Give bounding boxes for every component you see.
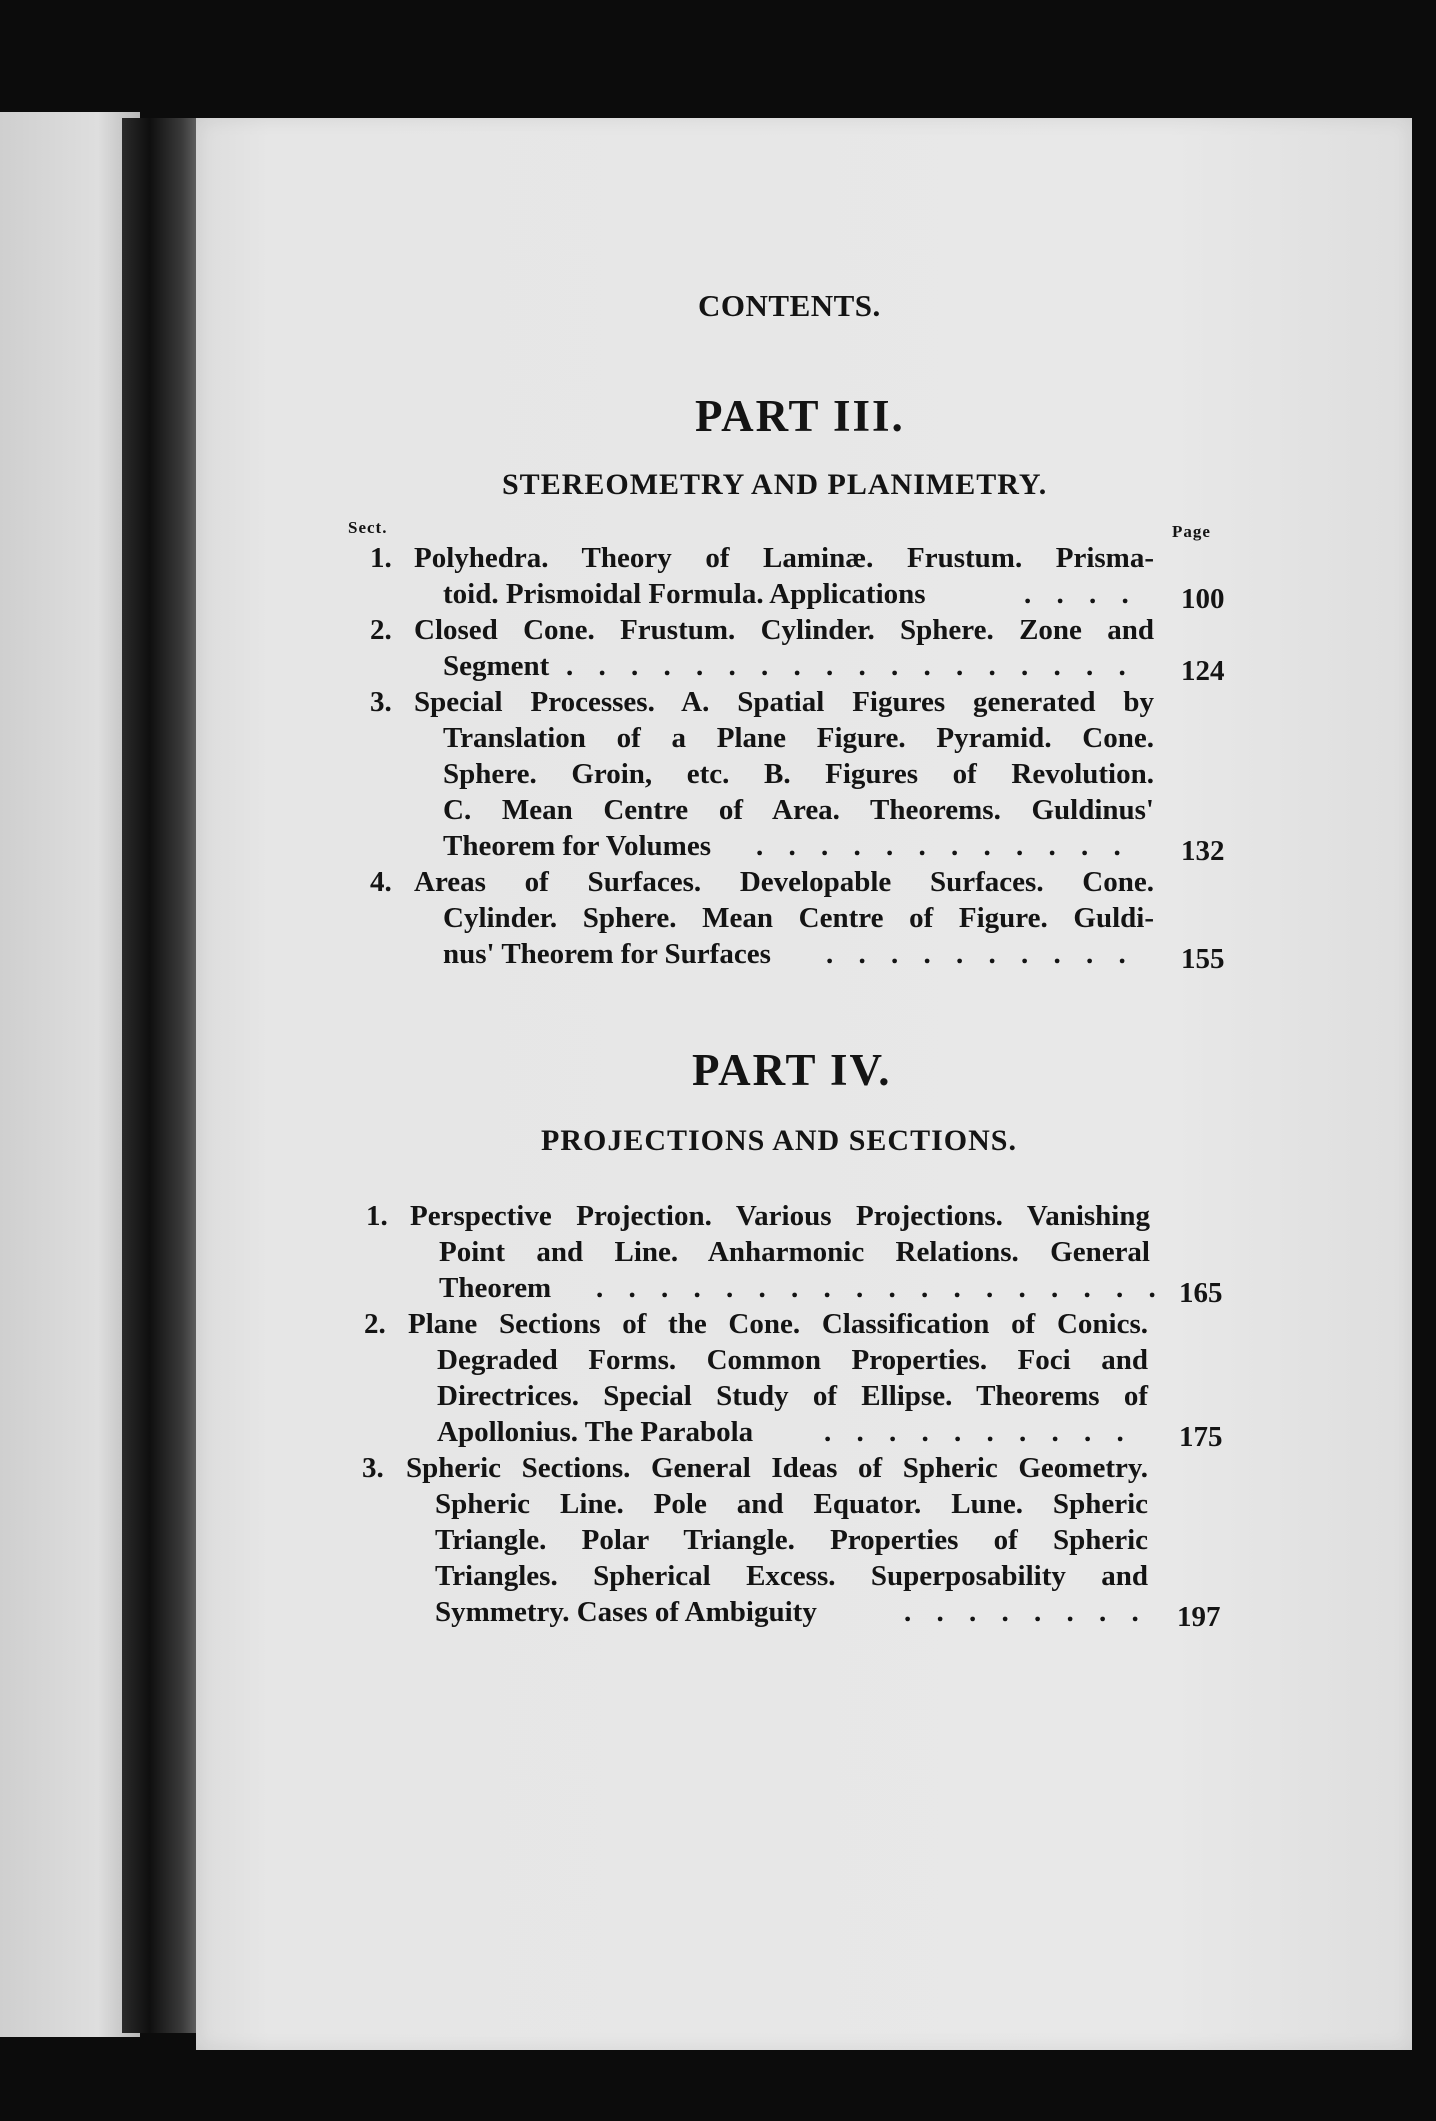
page-column-label: Page bbox=[1172, 522, 1211, 541]
entry-line: Theorem bbox=[439, 1272, 552, 1304]
part-iii-title: PART III. bbox=[695, 391, 905, 441]
entry-number: 1. bbox=[366, 1200, 388, 1232]
entry-line: Areas of Surfaces. Developable Surfaces. Cone. bbox=[414, 866, 1154, 898]
entry-line: Special Processes. A. Spatial Figures generated by bbox=[414, 686, 1154, 718]
entry-number: 3. bbox=[370, 686, 392, 718]
entry-line: Triangles. Spherical Excess. Superposability and bbox=[435, 1560, 1148, 1592]
page-title: CONTENTS. bbox=[698, 288, 881, 323]
entry-number: 4. bbox=[370, 866, 392, 898]
page-number: 132 bbox=[1181, 835, 1225, 867]
contents-page bbox=[196, 118, 1412, 2050]
entry-line: Translation of a Plane Figure. Pyramid. Cone. bbox=[443, 722, 1154, 754]
entry-line: Plane Sections of the Cone. Classification of Conics. bbox=[408, 1308, 1148, 1340]
entry-line: Segment bbox=[443, 650, 550, 682]
entry-line: Cylinder. Sphere. Mean Centre of Figure. Guldi- bbox=[443, 902, 1154, 934]
entry-line: toid. Prismoidal Formula. Applications bbox=[443, 578, 926, 610]
leader-dots: . . . . . . . . . . bbox=[824, 1416, 1133, 1448]
entry-number: 3. bbox=[362, 1452, 384, 1484]
entry-line: Sphere. Groin, etc. B. Figures of Revolution. bbox=[443, 758, 1154, 790]
entry-line: Polyhedra. Theory of Laminæ. Frustum. Prisma- bbox=[414, 542, 1154, 574]
page-number: 197 bbox=[1177, 1601, 1221, 1633]
entry-line: Spheric Sections. General Ideas of Spheric Geometry. bbox=[406, 1452, 1148, 1484]
part-iv-subtitle: PROJECTIONS AND SECTIONS. bbox=[541, 1124, 1017, 1157]
entry-number: 2. bbox=[364, 1308, 386, 1340]
leader-dots: . . . . . . . . . . . . . . . . . . bbox=[596, 1272, 1165, 1304]
entry-line: nus' Theorem for Surfaces bbox=[443, 938, 771, 970]
entry-line: Apollonius. The Parabola bbox=[437, 1416, 754, 1448]
entry-line: Theorem for Volumes bbox=[443, 830, 711, 862]
leader-dots: . . . . . . . . . . bbox=[826, 938, 1135, 970]
entry-line: Point and Line. Anharmonic Relations. General bbox=[439, 1236, 1150, 1268]
part-iii-subtitle: STEREOMETRY AND PLANIMETRY. bbox=[502, 468, 1048, 501]
entry-line: Triangle. Polar Triangle. Properties of Spheric bbox=[435, 1524, 1148, 1556]
entry-line: Symmetry. Cases of Ambiguity bbox=[435, 1596, 817, 1628]
sect-column-label: Sect. bbox=[348, 518, 388, 537]
part-iv-title: PART IV. bbox=[692, 1045, 892, 1095]
entry-line: Closed Cone. Frustum. Cylinder. Sphere. Zone and bbox=[414, 614, 1154, 646]
leader-dots: . . . . . . . . . . . . bbox=[756, 830, 1130, 862]
entry-line: Perspective Projection. Various Projections. Vanishing bbox=[410, 1200, 1150, 1232]
leader-dots: . . . . . . . . . . . . . . . . . . bbox=[566, 650, 1135, 682]
entry-number: 1. bbox=[370, 542, 392, 574]
page-number: 165 bbox=[1179, 1277, 1223, 1309]
entry-number: 2. bbox=[370, 614, 392, 646]
entry-line: C. Mean Centre of Area. Theorems. Guldinus' bbox=[443, 794, 1154, 826]
page-number: 155 bbox=[1181, 943, 1225, 975]
page-number: 100 bbox=[1181, 583, 1225, 615]
entry-line: Directrices. Special Study of Ellipse. Theorems of bbox=[437, 1380, 1148, 1412]
leader-dots: . . . . . . . . bbox=[904, 1596, 1148, 1628]
page-number: 175 bbox=[1179, 1421, 1223, 1453]
entry-line: Spheric Line. Pole and Equator. Lune. Spheric bbox=[435, 1488, 1148, 1520]
facing-page-edge bbox=[0, 112, 140, 2037]
page-number: 124 bbox=[1181, 655, 1225, 687]
leader-dots: . . . . bbox=[1024, 578, 1138, 610]
entry-line: Degraded Forms. Common Properties. Foci and bbox=[437, 1344, 1148, 1376]
